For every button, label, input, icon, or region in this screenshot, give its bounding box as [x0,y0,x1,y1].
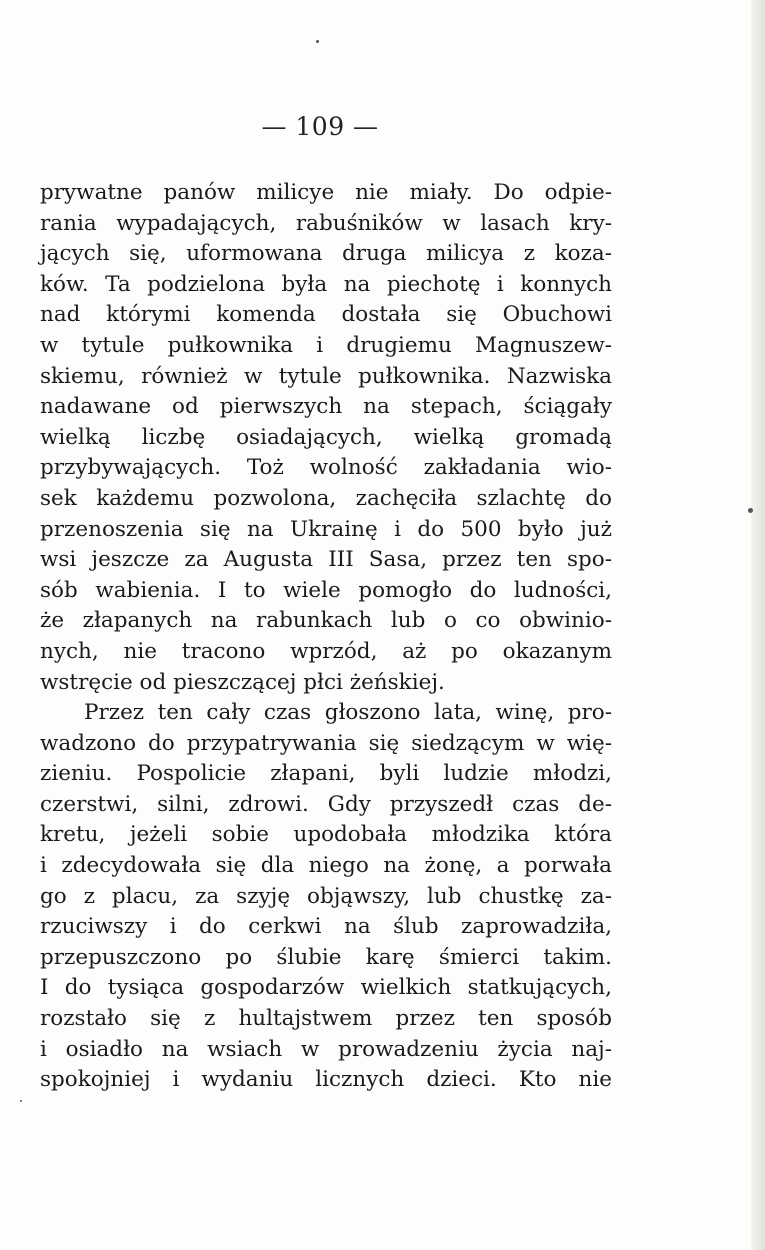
text-line: nych, nie tracono wprzód, aż po okazanym [40,638,612,664]
text-line: skiemu, również w tytule pułkownika. Nazwiska [40,363,612,389]
text-line: nadawane od pierwszych na stepach, ściągały [40,394,612,420]
text-line: kretu, jeżeli sobie upodobała młodzika która [40,822,612,848]
body-text [40,178,612,1096]
text-line: wielką liczbę osiadających, wielką gromadą [40,424,612,450]
text-line: wadzono do przypatrywania się siedzącym w wię- [40,730,612,756]
print-speck [316,40,319,43]
page-edge-shadow [751,0,765,1250]
text-line: w tytule pułkownika i drugiemu Magnuszew- [40,332,612,358]
text-line: ków. Ta podzielona była na piechotę i konnych [40,271,612,297]
paragraph [40,178,612,698]
text-line: prywatne panów milicye nie miały. Do odpie- [40,180,612,205]
text-line: jących się, uformowana druga milicya z koza- [40,241,612,267]
text-line: że złapanych na rabunkach lub o co obwinio- [40,608,612,634]
text-line: go z placu, za szyję objąwszy, lub chustkę za- [40,883,612,909]
text-line: sób wabienia. I to wiele pomogło do ludności, [40,577,612,603]
text-line: sek każdemu pozwolona, zachęciła szlachtę do [40,485,612,511]
text-line: i osiadło na wsiach w prowadzeniu życia naj- [40,1036,612,1062]
print-speck [748,508,753,513]
paragraph [40,698,612,1096]
page-number: — 109 — [261,112,379,141]
text-line: rania wypadających, rabuśników w lasach kry- [40,210,612,236]
text-line: przybywających. Toż wolność zakładania wio- [40,455,612,481]
text-line: wsi jeszcze za Augusta III Sasa, przez ten spo- [40,547,612,573]
text-line: Przez ten cały czas głoszono lata, winę, pro- [84,700,612,726]
text-line: przepuszczono po ślubie karę śmierci takim. [40,944,612,970]
text-line: przenoszenia się na Ukrainę i do 500 było już [40,516,612,542]
text-line: rzuciwszy i do cerkwi na ślub zaprowadziła, [40,914,612,940]
text-line: nad którymi komenda dostała się Obuchowi [40,302,612,328]
text-line: i zdecydowała się dla niego na żonę, a porwała [40,853,612,879]
text-line: zieniu. Pospolicie złapani, byli ludzie młodzi, [40,761,612,787]
print-speck [20,1100,22,1102]
text-line: spokojniej i wydaniu licznych dzieci. Kto nie [40,1067,612,1093]
text-line: wstręcie od pieszczącej płci żeńskiej. [40,669,445,695]
text-line: I do tysiąca gospodarzów wielkich statkujących, [40,975,612,1001]
text-line: czerstwi, silni, zdrowi. Gdy przyszedł czas de- [40,791,612,817]
text-line: rozstało się z hultajstwem przez ten sposób [40,1006,612,1032]
